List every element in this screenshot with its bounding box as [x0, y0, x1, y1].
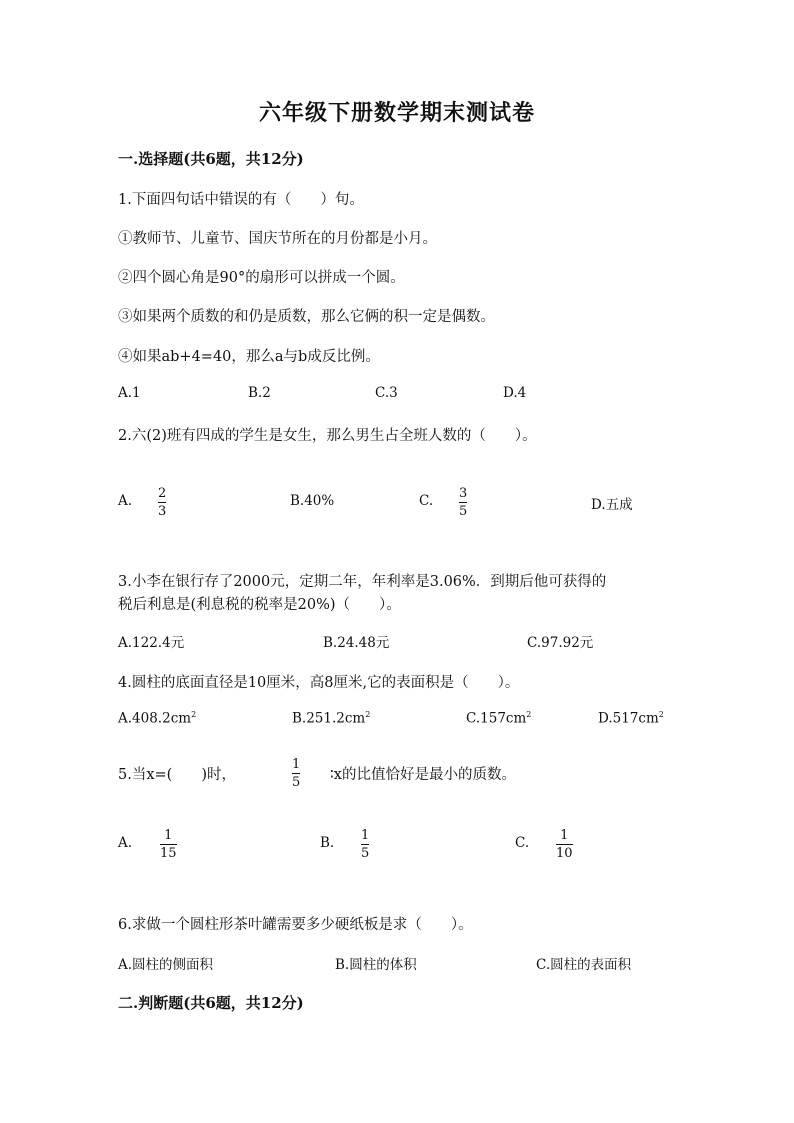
question-6-stem: 6.求做一个圆柱形茶叶罐需要多少硬纸板是求（ ）。	[118, 917, 473, 933]
option-text: B.251.2cm	[292, 710, 366, 727]
question-3-option-a: A.122.4元	[118, 635, 185, 651]
fraction-denominator: 5	[292, 775, 301, 790]
option-text: A.408.2cm	[118, 710, 192, 727]
page-title: 六年级下册数学期末测试卷	[258, 100, 535, 126]
question-2-option-a-fraction	[158, 486, 166, 519]
question-2-stem: 2.六(2)班有四成的学生是女生，那么男生占全班人数的（ ）。	[118, 428, 537, 444]
fraction-bar	[158, 502, 166, 503]
fraction-numerator: 2	[158, 486, 167, 501]
question-1-statement-1: ①教师节、儿童节、国庆节所在的月份都是小月。	[118, 231, 437, 247]
question-2-option-c-label: C.	[419, 493, 434, 509]
question-1-option-b: B.2	[248, 385, 271, 401]
option-text: C.157cm	[466, 710, 527, 727]
question-6-option-c: C.圆柱的表面积	[536, 957, 632, 973]
unit-superscript: 2	[658, 710, 664, 719]
question-5-option-c-fraction	[556, 828, 573, 861]
question-4-option-c	[466, 710, 531, 727]
question-5-option-c-label: C.	[515, 835, 530, 851]
unit-superscript: 2	[526, 710, 532, 719]
question-5-option-b-label: B.	[320, 835, 335, 851]
section-heading-choice: 一.选择题(共6题，共12分)	[118, 150, 304, 168]
fraction-denominator: 5	[459, 504, 468, 519]
fraction-bar	[361, 844, 369, 845]
fraction-denominator: 15	[160, 846, 177, 861]
question-2-option-a-label: A.	[118, 493, 133, 509]
question-5-stem-start: 5.当x=( )时，	[118, 767, 236, 783]
question-5-option-a-fraction	[160, 828, 177, 861]
question-1-statement-3: ③如果两个质数的和仍是质数，那么它俩的积一定是偶数。	[118, 309, 495, 325]
fraction-bar	[556, 844, 573, 845]
question-1-stem: 1.下面四句话中错误的有（ ）句。	[118, 192, 364, 208]
fraction-denominator: 3	[158, 504, 167, 519]
question-2-option-b: B.40%	[290, 493, 335, 509]
question-1-option-c: C.3	[375, 385, 398, 401]
question-3-stem-line-2: 税后利息是(利息税的税率是20%)（ ）。	[118, 597, 401, 613]
question-3-option-b: B.24.48元	[323, 635, 390, 651]
question-3-stem-line-1: 3.小李在银行存了2000元，定期二年，年利率是3.06%．到期后他可获得的	[118, 574, 607, 590]
fraction-numerator: 3	[459, 486, 468, 501]
fraction-denominator: 10	[556, 846, 573, 861]
question-4-option-a	[118, 710, 196, 727]
unit-superscript: 2	[365, 710, 371, 719]
fraction-bar	[160, 844, 177, 845]
fraction-bar	[459, 502, 467, 503]
question-2-option-d: D.五成	[591, 497, 633, 513]
question-4-option-d	[598, 710, 664, 727]
fraction-denominator: 5	[361, 846, 370, 861]
fraction-numerator: 1	[164, 828, 173, 843]
fraction-numerator: 1	[560, 828, 569, 843]
option-text: D.517cm	[598, 710, 659, 727]
question-1-option-d: D.4	[503, 385, 527, 401]
fraction-numerator: 1	[292, 757, 301, 772]
question-1-statement-4: ④如果ab+4=40，那么a与b成反比例。	[118, 349, 380, 365]
question-4-stem: 4.圆柱的底面直径是10厘米，高8厘米,它的表面积是（ ）。	[118, 675, 520, 691]
question-5-option-a-label: A.	[118, 835, 133, 851]
question-6-option-b: B.圆柱的体积	[335, 957, 417, 973]
question-4-option-b	[292, 710, 370, 727]
question-6-option-a: A.圆柱的侧面积	[118, 957, 214, 973]
question-3-option-c: C.97.92元	[527, 635, 594, 651]
fraction-numerator: 1	[361, 828, 370, 843]
fraction-bar	[292, 773, 300, 774]
question-1-option-a: A.1	[118, 385, 141, 401]
section-heading-true-false: 二.判断题(共6题，共12分)	[118, 994, 304, 1012]
unit-superscript: 2	[191, 710, 197, 719]
question-5-stem-fraction	[292, 757, 300, 790]
question-5-stem-end: ∶x的比值恰好是最小的质数。	[330, 767, 516, 783]
question-5-option-b-fraction	[361, 828, 369, 861]
question-2-option-c-fraction	[459, 486, 467, 519]
question-1-statement-2: ②四个圆心角是90°的扇形可以拼成一个圆。	[118, 270, 405, 286]
